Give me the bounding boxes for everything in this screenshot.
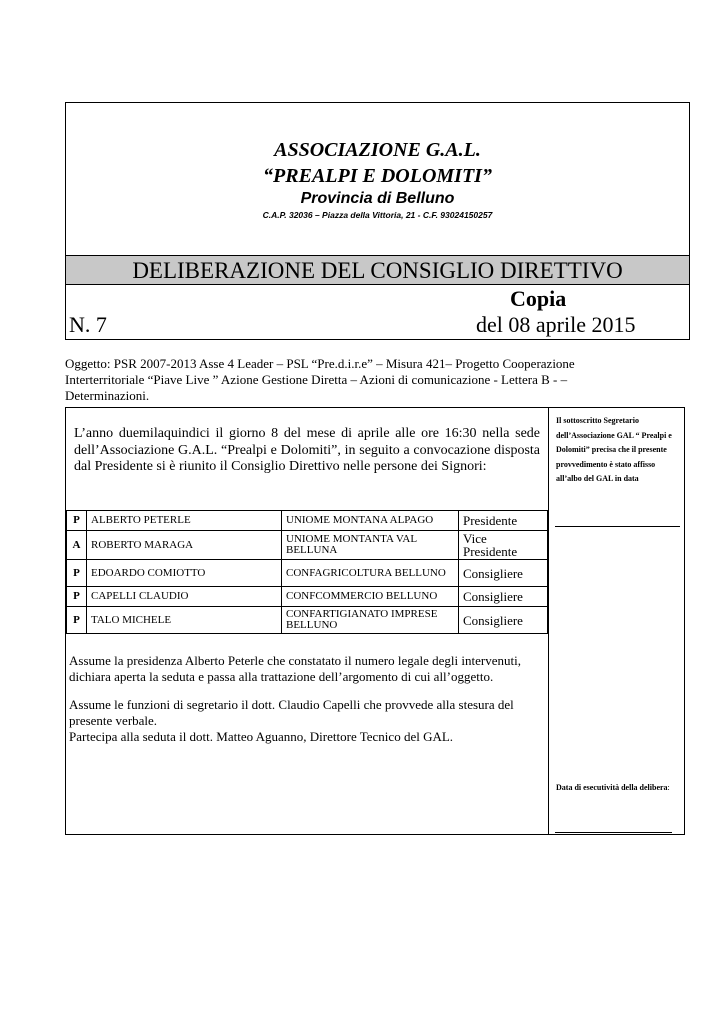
members-table <box>66 510 548 634</box>
posting-certification-note: Il sottoscritto Segretario dell’Associazione GAL “ Prealpi e Dolomiti” precisa che il presente provvedimento è stato affisso all’albo del GAL in data <box>556 416 672 483</box>
member-role: Consigliere <box>459 587 548 607</box>
copy-label: Copia <box>510 286 567 311</box>
execution-date-line <box>555 832 672 833</box>
document-header <box>65 102 690 340</box>
minutes-box <box>65 407 685 835</box>
minutes-text <box>69 653 539 745</box>
member-organization: CONFCOMMERCIO BELLUNO <box>282 587 459 607</box>
execution-date-colon: : <box>667 783 670 792</box>
presidency-paragraph: Assume la presidenza Alberto Peterle che constatato il numero legale degli intervenuti, dichiara aperta la seduta e passa alla trattazione dell’argomento di cui all’oggetto. <box>69 653 521 684</box>
execution-date-text: Data di esecutività della delibera <box>556 783 668 792</box>
minutes-main-column <box>66 408 549 834</box>
association-name: ASSOCIAZIONE G.A.L. <box>274 139 481 161</box>
member-name: TALO MICHELE <box>87 607 282 634</box>
deliberation-date: del 08 aprile 2015 <box>476 312 636 337</box>
member-organization: UNIOME MONTANTA VAL BELLUNA <box>282 531 459 560</box>
presence-flag: A <box>67 531 87 560</box>
member-role: Vice Presidente <box>459 531 548 560</box>
presence-flag: P <box>67 560 87 587</box>
province-label: Provincia di Belluno <box>300 190 455 207</box>
member-organization: CONFAGRICOLTURA BELLUNO <box>282 560 459 587</box>
address-line: C.A.P. 32036 – Piazza della Vittoria, 21 - C.F. 93024150257 <box>262 210 493 220</box>
member-name: ALBERTO PETERLE <box>87 511 282 531</box>
table-row <box>67 560 548 587</box>
member-name: CAPELLI CLAUDIO <box>87 587 282 607</box>
subject-line: Determinazioni. <box>65 388 150 403</box>
member-name: ROBERTO MARAGA <box>87 531 282 560</box>
presence-flag: P <box>67 587 87 607</box>
execution-date-label <box>556 780 682 796</box>
member-organization: CONFARTIGIANATO IMPRESE BELLUNO <box>282 607 459 634</box>
presence-flag: P <box>67 511 87 531</box>
secretary-paragraph: Assume le funzioni di segretario il dott. Claudio Capelli che provvede alla stesura del presente verbale. <box>69 697 514 728</box>
table-row <box>67 587 548 607</box>
member-role: Presidente <box>459 511 548 531</box>
member-role: Consigliere <box>459 560 548 587</box>
table-row <box>67 531 548 560</box>
table-row <box>67 607 548 634</box>
posting-date-line <box>555 526 680 527</box>
meeting-intro: L’anno duemilaquindici il giorno 8 del mese di aprile alle ore 16:30 nella sede dell’Associazione G.A.L. “Prealpi e Dolomiti”, in seguito a convocazione disposta dal Presidente si è riunito il Consiglio Direttivo nelle persone dei Signori: <box>74 426 540 474</box>
association-subtitle: “PREALPI E DOLOMITI” <box>263 165 492 187</box>
subject-line: Interterritoriale “Piave Live ” Azione Gestione Diretta – Azioni di comunicazione - Lettera B - – <box>65 372 568 387</box>
deliberation-number: N. 7 <box>69 312 107 337</box>
subject-line: Oggetto: PSR 2007-2013 Asse 4 Leader – PSL “Pre.d.i.r.e” – Misura 421– Progetto Cooperazione <box>65 356 575 371</box>
director-paragraph: Partecipa alla seduta il dott. Matteo Aguanno, Direttore Tecnico del GAL. <box>69 729 454 744</box>
deliberation-title: DELIBERAZIONE DEL CONSIGLIO DIRETTIVO <box>66 255 689 285</box>
subject-paragraph <box>65 356 675 404</box>
member-organization: UNIOME MONTANA ALPAGO <box>282 511 459 531</box>
member-role: Consigliere <box>459 607 548 634</box>
table-row <box>67 511 548 531</box>
presence-flag: P <box>67 607 87 634</box>
member-name: EDOARDO COMIOTTO <box>87 560 282 587</box>
